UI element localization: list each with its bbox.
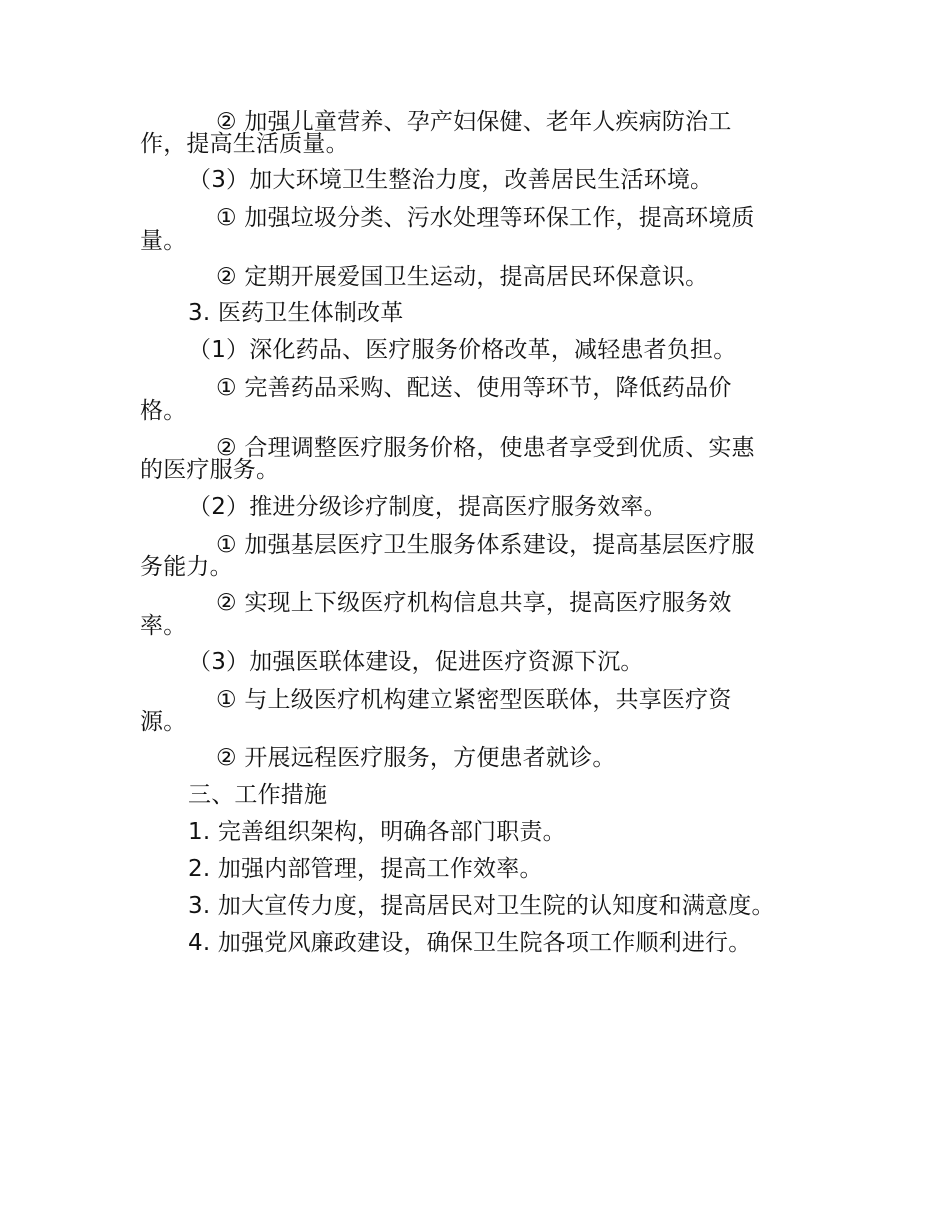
paragraph-line: 量。 (140, 228, 187, 254)
paragraph-line: ① 完善药品采购、配送、使用等环节，降低药品价 (216, 375, 732, 401)
list-item: 4. 加强党风廉政建设，确保卫生院各项工作顺利进行。 (188, 930, 752, 956)
paragraph-line: 作，提高生活质量。 (140, 131, 349, 157)
paragraph-line: 务能力。 (140, 554, 233, 580)
list-item: 2. 加强内部管理，提高工作效率。 (188, 856, 543, 882)
list-item: 3. 加大宣传力度，提高居民对卫生院的认知度和满意度。 (188, 893, 775, 919)
paragraph-line: （2）推进分级诊疗制度，提高医疗服务效率。 (188, 494, 667, 520)
paragraph-line: 的医疗服务。 (140, 457, 280, 483)
paragraph-line: ② 实现上下级医疗机构信息共享，提高医疗服务效 (216, 590, 732, 616)
paragraph-line: ② 加强儿童营养、孕产妇保健、老年人疾病防治工 (216, 109, 732, 135)
paragraph-line: ② 开展远程医疗服务，方便患者就诊。 (216, 745, 616, 771)
section-heading: 3. 医药卫生体制改革 (188, 300, 404, 326)
paragraph-line: ① 加强基层医疗卫生服务体系建设，提高基层医疗服 (216, 532, 755, 558)
paragraph-line: ① 与上级医疗机构建立紧密型医联体，共享医疗资 (216, 687, 732, 713)
list-item: 1. 完善组织架构，明确各部门职责。 (188, 819, 566, 845)
section-heading: 三、工作措施 (188, 782, 328, 808)
paragraph-line: （3）加强医联体建设，促进医疗资源下沉。 (188, 649, 644, 675)
paragraph-line: （1）深化药品、医疗服务价格改革，减轻患者负担。 (188, 337, 737, 363)
paragraph-line: 源。 (140, 709, 187, 735)
paragraph-line: ① 加强垃圾分类、污水处理等环保工作，提高环境质 (216, 205, 755, 231)
paragraph-line: 率。 (140, 613, 187, 639)
paragraph-line: ② 合理调整医疗服务价格，使患者享受到优质、实惠 (216, 435, 755, 461)
paragraph-line: 格。 (140, 398, 187, 424)
paragraph-line: ② 定期开展爱国卫生运动，提高居民环保意识。 (216, 264, 709, 290)
paragraph-line: （3）加大环境卫生整治力度，改善居民生活环境。 (188, 167, 714, 193)
